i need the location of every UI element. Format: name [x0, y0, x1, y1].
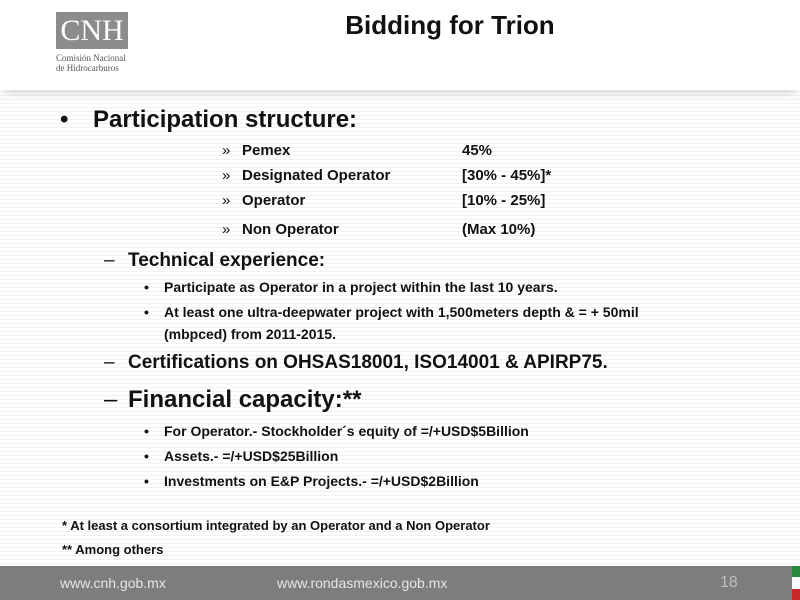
financial-item	[144, 470, 724, 492]
certifications-heading	[104, 352, 608, 374]
participation-name: Pemex	[242, 142, 291, 159]
footer-link-rondas[interactable]: www.rondasmexico.gob.mx	[277, 575, 448, 591]
dash-icon: –	[104, 352, 115, 373]
participation-row	[222, 192, 546, 209]
dash-icon: –	[104, 250, 115, 271]
page-number: 18	[720, 574, 738, 591]
dash-icon: –	[104, 386, 118, 413]
participation-name: Non Operator	[242, 221, 339, 238]
bullet-icon: •	[144, 279, 149, 295]
chevron-right-icon: »	[222, 192, 231, 209]
participation-value: [10% - 25%]	[462, 192, 546, 209]
flag-white-band	[792, 577, 800, 589]
logo-subtitle-line-1: Comisión Nacional	[56, 53, 126, 63]
slide-header	[0, 0, 800, 90]
technical-item-continuation: (mbpced) from 2011-2015.	[164, 326, 336, 342]
technical-item	[144, 301, 724, 345]
technical-item-text: At least one ultra-deepwater project with 1,500meters depth & = + 50mil	[164, 304, 639, 320]
financial-heading	[104, 386, 361, 414]
certifications-text: Certifications on OHSAS18001, ISO14001 & APIRP75.	[128, 352, 608, 373]
financial-item-text: For Operator.- Stockholder´s equity of =/+USD$5Billion	[164, 423, 529, 439]
technical-item-text: Participate as Operator in a project within the last 10 years.	[164, 279, 558, 295]
footnote: * At least a consortium integrated by an Operator and a Non Operator	[62, 518, 490, 533]
footnote: ** Among others	[62, 542, 164, 557]
technical-heading-text: Technical experience:	[128, 250, 326, 271]
logo-subtitle-line-2: de Hidrocarburos	[56, 63, 119, 73]
cnh-logo-subtitle	[56, 53, 146, 73]
mexico-flag-stripe	[792, 566, 800, 600]
bullet-icon: •	[144, 473, 149, 489]
financial-item	[144, 445, 724, 467]
participation-value: [30% - 45%]*	[462, 167, 552, 184]
technical-item	[144, 276, 724, 298]
chevron-right-icon: »	[222, 142, 231, 159]
technical-heading	[104, 250, 325, 272]
participation-heading-text: Participation structure:	[93, 106, 358, 133]
participation-value: (Max 10%)	[462, 221, 536, 238]
bullet-icon: •	[144, 423, 149, 439]
participation-value: 45%	[462, 142, 493, 159]
financial-item-text: Assets.- =/+USD$25Billion	[164, 448, 339, 464]
flag-green-band	[792, 566, 800, 577]
participation-name: Operator	[242, 192, 306, 209]
chevron-right-icon: »	[222, 167, 231, 184]
chevron-right-icon: »	[222, 221, 231, 238]
participation-row	[222, 142, 493, 159]
participation-name: Designated Operator	[242, 167, 391, 184]
financial-item-text: Investments on E&P Projects.- =/+USD$2Billion	[164, 473, 479, 489]
bullet-icon: •	[60, 106, 69, 133]
flag-red-band	[792, 589, 800, 600]
cnh-logo: CNH	[56, 12, 128, 49]
financial-heading-text: Financial capacity:**	[128, 386, 362, 413]
participation-row	[222, 221, 536, 238]
financial-item	[144, 420, 724, 442]
participation-row	[222, 167, 552, 184]
bullet-icon: •	[144, 448, 149, 464]
bullet-icon: •	[144, 304, 149, 320]
slide-title: Bidding for Trion	[345, 10, 555, 40]
participation-heading	[60, 106, 357, 134]
slide-footer	[0, 566, 800, 600]
footer-link-cnh[interactable]: www.cnh.gob.mx	[60, 575, 166, 591]
